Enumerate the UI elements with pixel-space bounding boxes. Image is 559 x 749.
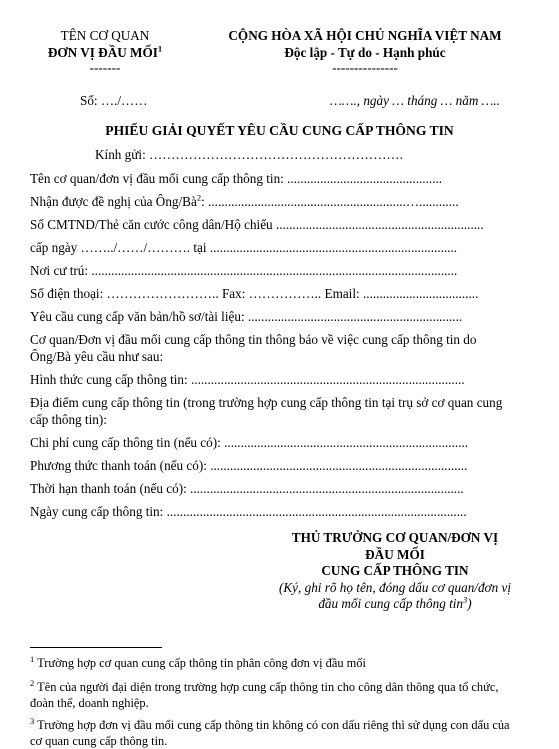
focal-unit-name: ĐƠN VỊ ĐẦU MỐI$^1$ <box>47 43 163 60</box>
country-name: CỘNG HÒA XÃ HỘI CHỦ NGHĨA VIỆT NAM <box>228 28 502 43</box>
national-header <box>205 28 525 75</box>
field-delivery-date: Ngày cung cấp thông tin: ........................................................................................... <box>30 504 467 519</box>
signature-block <box>270 530 520 613</box>
field-id-number: Số CMTND/Thẻ căn cước công dân/Hộ chiếu ............................................................... <box>30 217 484 232</box>
agency-name: TÊN CƠ QUAN <box>60 28 150 43</box>
field-delivery-form: Hình thức cung cấp thông tin: ................................................................................... <box>30 372 465 387</box>
field-residence: Nơi cư trú: ............................................................................................................... <box>30 263 458 278</box>
field-requester: Nhận được đề nghị của Ông/$Bà^2$: ............................................................…............ <box>30 192 459 209</box>
footnote-1: $^1$ Trường hợp cơ quan cung cấp thông tin phân công đơn vị đầu mối <box>30 653 366 670</box>
greeting-line: Kính gửi: …………………………………………………. <box>95 147 403 162</box>
field-contact: Số điện thoại: …………………….. Fax: …………….. Email: ................................... <box>30 286 479 301</box>
footnote-separator <box>30 647 162 648</box>
field-cost: Chi phí cung cấp thông tin (nếu có): .......................................................................... <box>30 435 469 450</box>
field-payment-deadline: Thời hạn thanh toán (nếu có): ................................................................................... <box>30 481 464 496</box>
field-notice: Cơ quan/Đơn vị đầu mối cung cấp thông tin thông báo về việc cung cấp thông tin do Ông/Bà yêu cầu như sau: <box>30 332 477 364</box>
field-issue-date: cấp ngày ……../……/………. tại ........................................................................... <box>30 240 458 255</box>
signature-note: (Ký, ghi rõ họ tên, đóng dấu cơ quan/đơn vị đầu mối cung cấp thông tin$^3$) <box>278 579 511 611</box>
field-requested-documents: Yêu cầu cung cấp văn bản/hồ sơ/tài liệu: ................................................................. <box>30 309 463 324</box>
signer-title-2: ĐẦU MỐI <box>365 546 425 562</box>
agency-rule: ------- <box>89 60 121 75</box>
document-date: ……., ngày … tháng … năm ….. <box>330 93 500 108</box>
motto-rule: --------------- <box>332 60 398 75</box>
document-number: Số: …./…… <box>80 93 148 108</box>
field-payment-method: Phương thức thanh toán (nếu có): .............................................................................. <box>30 458 468 473</box>
footnote-2: $^2$ Tên của người đại diện trong trường hợp cung cấp thông tin cho công dân thông qua tổ chức, đoàn thể, doanh nghiệp. <box>30 677 499 710</box>
signer-title: THỦ TRƯỞNG CƠ QUAN/ĐƠN VỊ <box>291 530 499 545</box>
document-title: PHIẾU GIẢI QUYẾT YÊU CẦU CUNG CẤP THÔNG TIN <box>105 123 454 138</box>
agency-header <box>20 28 190 75</box>
field-delivery-location: Địa điểm cung cấp thông tin (trong trường hợp cung cấp thông tin tại trụ sở cơ quan cung cấp thông tin): <box>30 395 503 427</box>
field-agency-name: Tên cơ quan/đơn vị đầu mối cung cấp thông tin: ............................................... <box>30 171 443 186</box>
footnote-3: $^3$ Trường hợp đơn vị đầu mối cung cấp thông tin không có con dấu riêng thì sử dụng con dấu của cơ quan cung cấp thông tin. <box>30 715 510 748</box>
national-motto: Độc lập - Tự do - Hạnh phúc <box>284 44 446 60</box>
signer-title-3: CUNG CẤP THÔNG TIN <box>321 563 469 578</box>
